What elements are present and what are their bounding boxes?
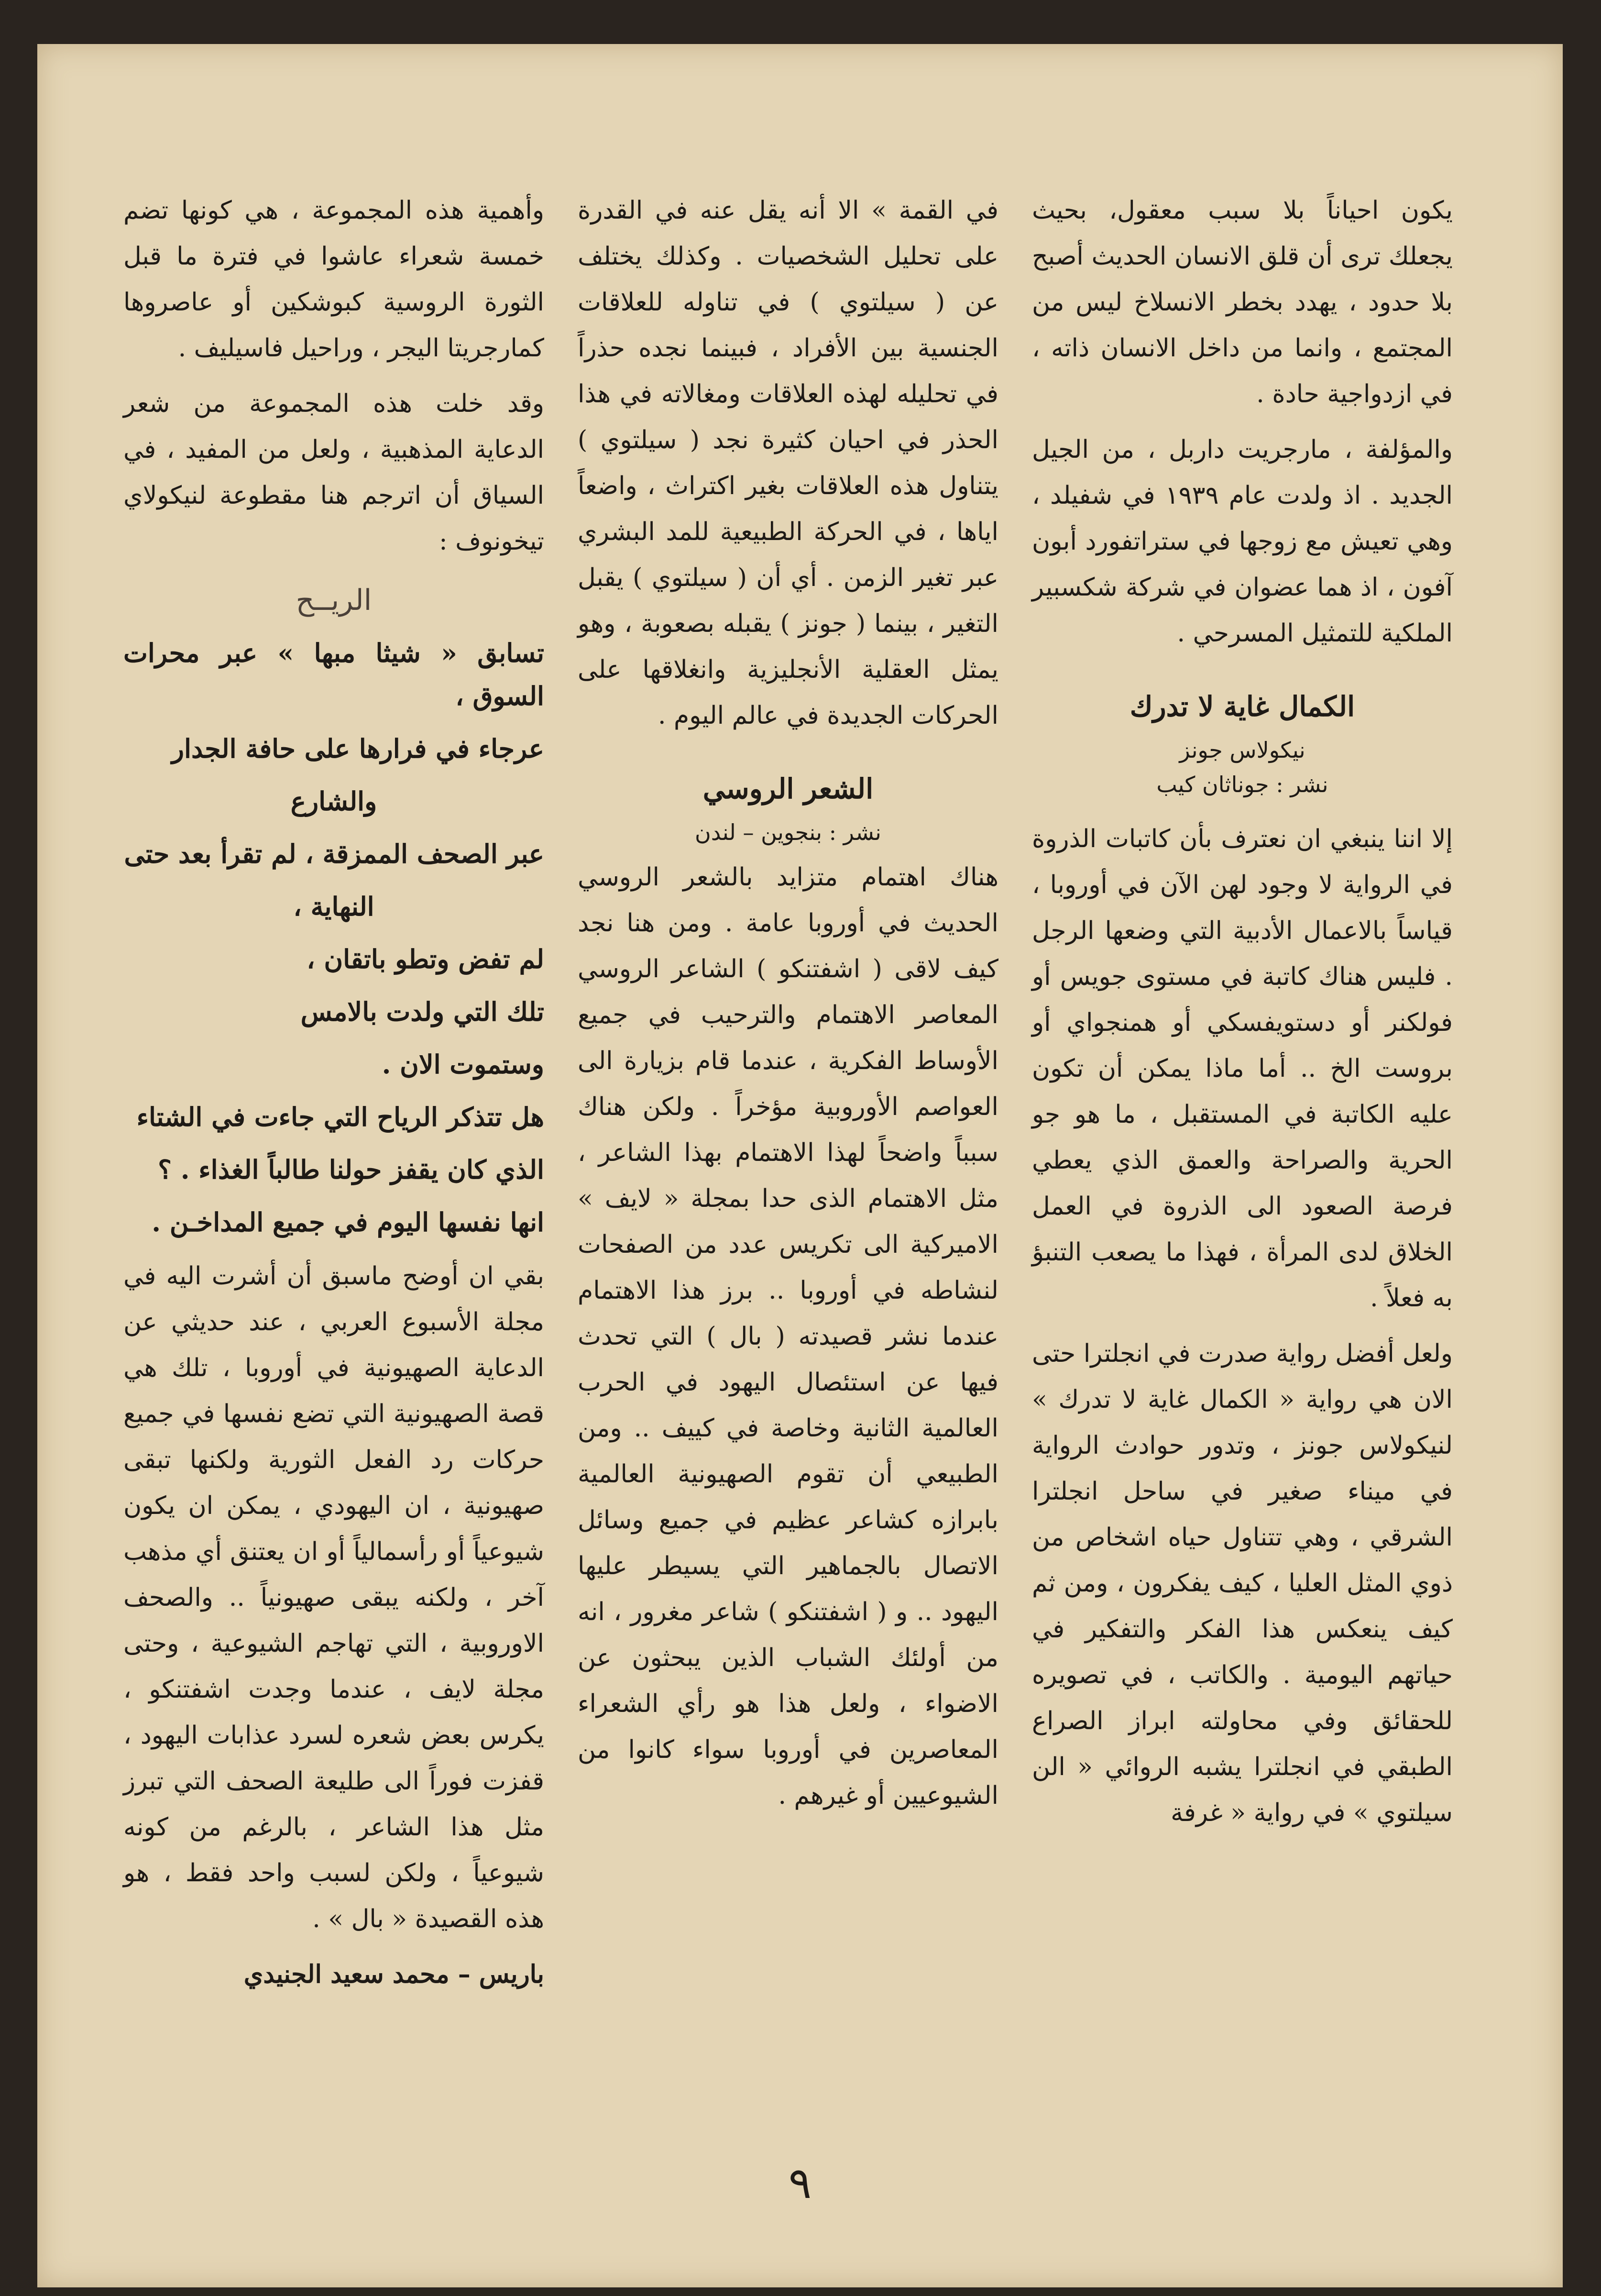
- column-middle: [578, 188, 998, 1828]
- author-signoff: باريس – محمد سعيد الجنيدي: [243, 1960, 544, 1989]
- article-title: الشعر الروسي: [702, 773, 874, 805]
- poem-line: انها نفسها اليوم في جميع المداخـن .: [152, 1207, 544, 1237]
- article-title: الكمال غاية لا تدرك: [1129, 690, 1355, 723]
- column-right: [1032, 188, 1453, 1845]
- page-number: ٩: [788, 2158, 812, 2208]
- paragraph: وأهمية هذه المجموعة ، هي كونها تضم خمسة شعراء عاشوا في فترة ما قبل الثورة الروسية كبوشكين أو عاصروها كمارجريتا اليجر ، وراحيل فاسيليف .: [123, 196, 544, 363]
- poem-line: عرجاء في فرارها على حافة الجدار: [171, 733, 544, 764]
- paragraph: والمؤلفة ، مارجريت داربل ، من الجيل الجديد . اذ ولدت عام ١٩٣٩ في شفيلد ، وهي تعيش مع زوجها في ستراتفورد أبون آفون ، اذ هما عضوان في شركة شكسبير الملكية للتمثيل المسرحي .: [1032, 435, 1453, 648]
- poem-line: هل تتذكر الرياح التي جاءت في الشتاء: [136, 1102, 544, 1132]
- paragraph: وقد خلت هذه المجموعة من شعر الدعاية المذهبية ، ولعل من المفيد ، في السياق أن اترجم هنا مقطوعة لنيكولاي تيخونوف :: [123, 389, 544, 556]
- paragraph: بقي ان أوضح ماسبق أن أشرت اليه في مجلة الأسبوع العربي ، عند حديثي عن الدعاية الصهيونية في أوروبا ، تلك هي قصة الصهيونية التي تضع نفسها في جميع حركات رد الفعل الثورية ولكنها تبقى صهيونية ، ان اليهودي ، يمكن ان يكون شيوعياً أو رأسمالياً أو ان يعتنق أي مذهب آخر ، ولكنه يبقى صهيونياً .. والصحف الاوروبية ، التي تهاجم الشيوعية ، وحتى مجلة لايف ، عندما وجدت اشفتنكو ، يكرس بعض شعره لسرد عذابات اليهود ، قفزت فوراً الى طليعة الصحف التي تبرز مثل هذا الشاعر ، بالرغم من كونه شيوعياً ، ولكن لسبب واحد فقط ، هو هذه القصيدة « بال » .: [123, 1262, 544, 1933]
- magazine-page: [37, 44, 1563, 2287]
- column-left: [123, 188, 544, 1998]
- poem-line: النهاية ،: [293, 891, 374, 922]
- poem-title: الريــح: [296, 584, 372, 617]
- article-publisher: نشر : بنجوين – لندن: [695, 819, 881, 845]
- poem-line: لم تفض وتطو باتقان ،: [307, 944, 544, 974]
- paragraph: في القمة » الا أنه يقل عنه في القدرة على تحليل الشخصيات . وكذلك يختلف عن ( سيلتوي ) في تناوله للعلاقات الجنسية بين الأفراد ، فبينما نجده حذراً في تحليله لهذه العلاقات ومغالاته في هذا الحذر في احيان كثيرة نجد ( سيلتوي ) يتناول هذه العلاقات بغير اكتراث ، واضعاً اياها ، في الحركة الطبيعية للمد البشري عبر تغير الزمن . أي أن ( سيلتوي ) يقبل التغير ، بينما ( جونز ) يقبله بصعوبة ، وهو يمثل العقلية الأنجليزية وانغلاقها على الحركات الجديدة في عالم اليوم .: [578, 196, 998, 730]
- paragraph: يكون احياناً بلا سبب معقول، بحيث يجعلك ترى أن قلق الانسان الحديث أصبح بلا حدود ، يهدد بخطر الانسلاخ ليس من المجتمع ، وانما من داخل الانسان ذاته ، في ازدواجية حادة .: [1032, 196, 1453, 408]
- poem-line: تسابق « شيثا مبها » عبر محرات السوق ،: [123, 638, 544, 711]
- paragraph: إلا اننا ينبغي ان نعترف بأن كاتبات الذروة في الرواية لا وجود لهن الآن في أوروبا ، قياساً بالاعمال الأدبية التي وضعها الرجل . فليس هناك كاتبة في مستوى جويس أو فولكنر أو دستويفسكي أو همنجواي أو بروست الخ .. أما ماذا يمكن أن تكون عليه الكاتبة في المستقبل ، ما هو جو الحرية والصراحة والعمق الذي يعطي فرصة الصعود الى الذروة في العمل الخلاق لدى المرأة ، فهذا ما يصعب التنبؤ به فعلاً .: [1032, 825, 1453, 1313]
- poem-line: تلك التي ولدت بالامس: [300, 996, 544, 1027]
- poem-line: عبر الصحف الممزقة ، لم تقرأ بعد حتى: [124, 839, 544, 869]
- article-author: نيكولاس جونز: [1179, 737, 1305, 763]
- poem-line: والشارع: [290, 786, 377, 817]
- paragraph: ولعل أفضل رواية صدرت في انجلترا حتى الان هي رواية « الكمال غاية لا تدرك » لنيكولاس جونز ، وتدور حوادث الرواية في ميناء صغير في ساحل انجلترا الشرقي ، وهي تتناول حياه اشخاص من ذوي المثل العليا ، كيف يفكرون ، ومن ثم كيف ينعكس هذا الفكر والتفكير في حياتهم اليومية . والكاتب ، في تصويره للحقائق وفي محاولته ابراز الصراع الطبقي في انجلترا يشبه الروائي « الن سيلتوي » في رواية « غرفة: [1032, 1339, 1453, 1827]
- poem-line: وستموت الان .: [382, 1049, 544, 1080]
- poem-line: الذي كان يقفز حولنا طالباً الغذاء . ؟: [158, 1154, 544, 1185]
- article-publisher: نشر : جوناثان كيب: [1156, 772, 1328, 797]
- paragraph: هناك اهتمام متزايد بالشعر الروسي الحديث في أوروبا عامة . ومن هنا نجد كيف لاقى ( اشفتنكو ) الشاعر الروسي المعاصر الاهتمام والترحيب في جميع الأوساط الفكرية ، عندما قام بزيارة الى العواصم الأوروبية مؤخراً . ولكن هناك سبباً واضحاً لهذا الاهتمام بهذا الشاعر ، مثل الاهتمام الذى حدا بمجلة « لايف » الاميركية الى تكريس عدد من الصفحات لنشاطه في أوروبا .. برز هذا الاهتمام عندما نشر قصيدته ( بال ) التي تحدث فيها عن استئصال اليهود في الحرب العالمية الثانية وخاصة في كييف .. ومن الطبيعي أن تقوم الصهيونية العالمية بابرازه كشاعر عظيم في جميع وسائل الاتصال بالجماهير التي يسيطر عليها اليهود .. و ( اشفتنكو ) شاعر مغرور ، انه من أولئك الشباب الذين يبحثون عن الاضواء ، ولعل هذا هو رأي الشعراء المعاصرين في أوروبا سواء كانوا من الشيوعيين أو غيرهم .: [578, 863, 998, 1810]
